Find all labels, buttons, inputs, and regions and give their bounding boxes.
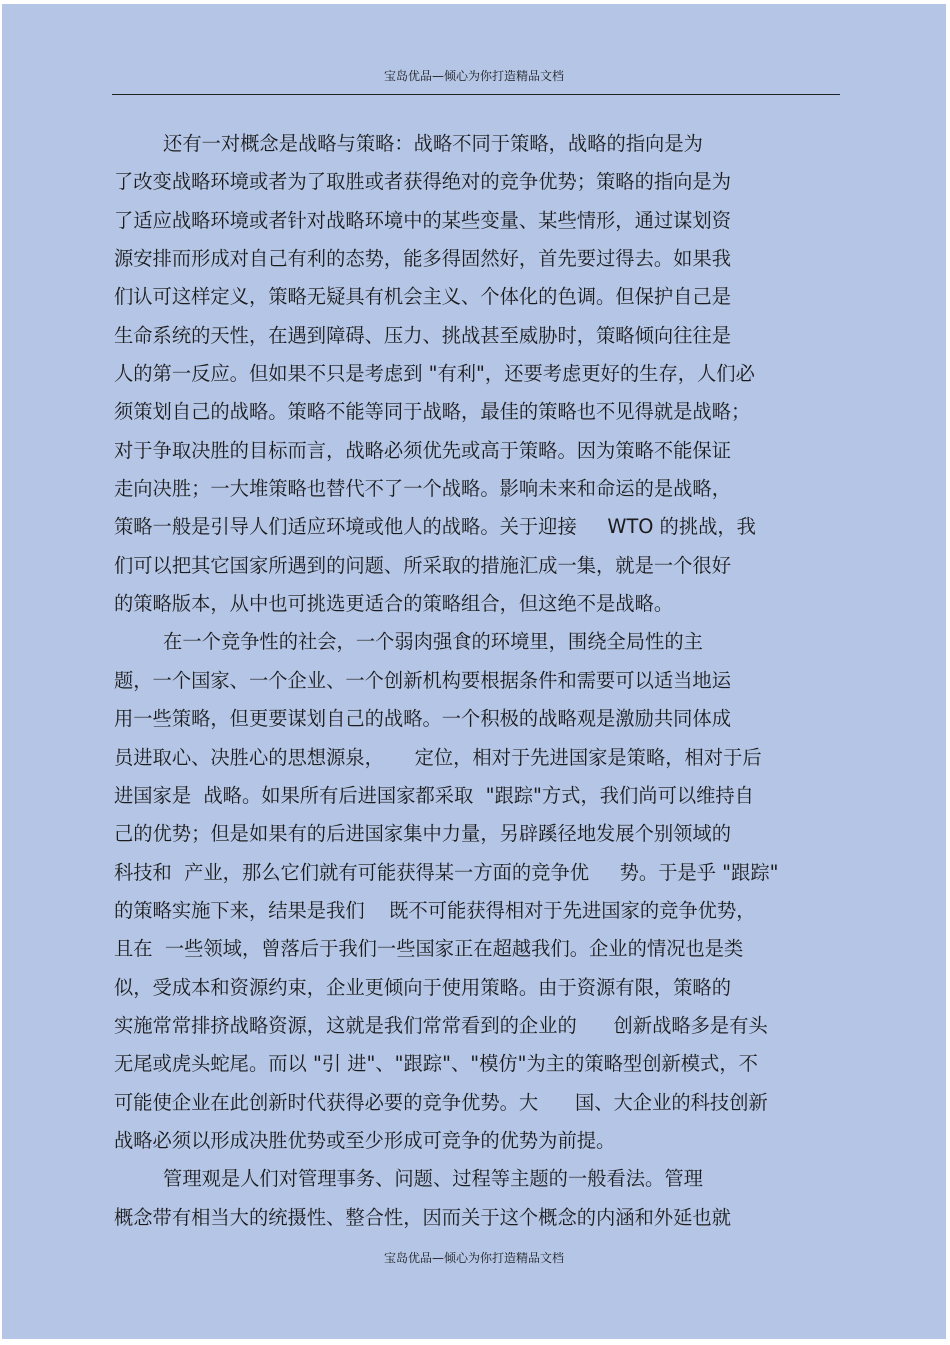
text-line: 了改变战略环境或者为了取胜或者获得绝对的竞争优势；策略的指向是为 [114, 170, 731, 194]
page-footer: 宝岛优品—倾心为你打造精品文档 [383, 1251, 564, 1265]
text-line: 己的优势；但是如果有的后进国家集中力量，另辟蹊径地发展个别领域的 [114, 822, 731, 846]
document-page [2, 4, 946, 1339]
text-line: 人的第一反应。但如果不只是考虑到 "有利"，还要考虑更好的生存，人们必 [114, 362, 755, 386]
text-line: 进国家是 战略。如果所有后进国家都采取 "跟踪"方式，我们尚可以维持自 [114, 783, 754, 807]
text-line: 似，受成本和资源约束，企业更倾向于使用策略。由于资源有限，策略的 [114, 975, 731, 999]
text-line: 可能使企业在此创新时代获得必要的竞争优势。大 国、大企业的科技创新 [114, 1090, 768, 1114]
text-line: 在一个竞争性的社会，一个弱肉强食的环境里，围绕全局性的主 [114, 630, 703, 654]
text-line: 题，一个国家、一个企业、一个创新机构要根据条件和需要可以适当地运 [114, 668, 731, 692]
text-line: 无尾或虎头蛇尾。而以 "引 进"、"跟踪"、"模仿"为主的策略型创新模式，不 [114, 1052, 758, 1076]
document-body [114, 129, 844, 1241]
text-line: 们可以把其它国家所遇到的问题、所采取的措施汇成一集，就是一个很好 [114, 553, 731, 577]
page-header: 宝岛优品—倾心为你打造精品文档 [383, 69, 564, 83]
text-line: 概念带有相当大的统摄性、整合性，因而关于这个概念的内涵和外延也就 [114, 1205, 731, 1229]
text-line: 对于争取决胜的目标而言，战略必须优先或高于策略。因为策略不能保证 [114, 438, 731, 462]
text-line: 科技和 产业，那么它们就有可能获得某一方面的竞争优 势。于是乎 "跟踪" [114, 860, 779, 884]
text-line: 的策略版本，从中也可挑选更适合的策略组合，但这绝不是战略。 [114, 592, 674, 616]
text-line: 战略必须以形成决胜优势或至少形成可竞争的优势为前提。 [114, 1128, 616, 1152]
text-line: 还有一对概念是战略与策略：战略不同于策略，战略的指向是为 [114, 132, 703, 155]
text-line: 走向决胜；一大堆策略也替代不了一个战略。影响未来和命运的是战略， [114, 477, 731, 501]
text-line: 生命系统的天性，在遇到障碍、压力、挑战甚至威胁时，策略倾向往往是 [114, 323, 731, 347]
text-line: 了适应战略环境或者针对战略环境中的某些变量、某些情形，通过谋划资 [114, 208, 731, 232]
text-line: 须策划自己的战略。策略不能等同于战略，最佳的策略也不见得就是战略； [114, 400, 751, 424]
text-line: 用一些策略，但更要谋划自己的战略。一个积极的战略观是激励共同体成 [114, 707, 731, 731]
text-line: 的策略实施下来，结果是我们 既不可能获得相对于先进国家的竞争优势， [114, 898, 756, 922]
text-line: 源安排而形成对自己有利的态势，能多得固然好，首先要过得去。如果我 [114, 247, 731, 271]
header-divider [112, 94, 840, 95]
text-line: 且在 一些领域，曾落后于我们一些国家正在超越我们。企业的情况也是类 [114, 937, 744, 961]
text-line: 实施常常排挤战略资源，这就是我们常常看到的企业的 创新战略多是有头 [114, 1013, 768, 1037]
text-line: 员进取心、决胜心的思想源泉， 定位，相对于先进国家是策略，相对于后 [114, 745, 762, 769]
text-line: 策略一般是引导人们适应环境或他人的战略。关于迎接 WTO 的挑战，我 [114, 515, 756, 539]
text-line: 管理观是人们对管理事务、问题、过程等主题的一般看法。管理 [114, 1167, 703, 1191]
text-line: 们认可这样定义，策略无疑具有机会主义、个体化的色调。但保护自己是 [114, 285, 731, 309]
